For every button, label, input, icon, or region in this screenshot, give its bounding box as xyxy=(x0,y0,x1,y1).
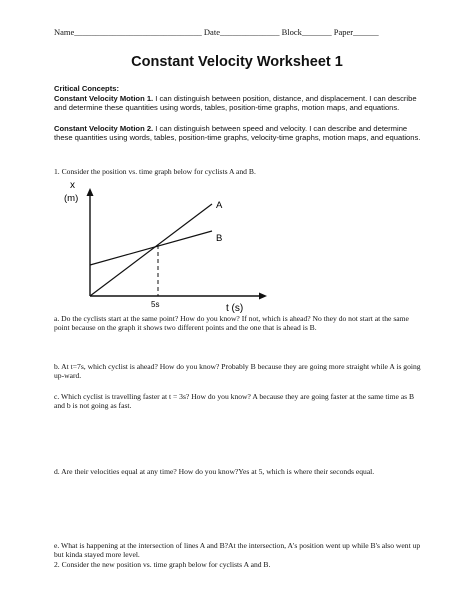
line-a-label: A xyxy=(216,200,223,211)
question-2: 2. Consider the new position vs. time graph below for cyclists A and B. xyxy=(54,560,271,569)
x-axis-label: t (s) xyxy=(226,303,244,314)
concept-motion-2-label: Constant Velocity Motion 2. xyxy=(54,124,154,133)
tick-label-5s: 5s xyxy=(151,300,160,309)
concept-motion-1-label: Constant Velocity Motion 1. xyxy=(54,94,154,103)
line-b-label: B xyxy=(216,233,223,244)
y-axis-arrow xyxy=(87,188,94,196)
concept-motion-2-text: I can distinguish between speed and velocity. I can describe and determine these quantities using words, tables, position-time graphs, velocity-time graphs, motion maps, and equations. xyxy=(54,124,421,143)
answer-e: e. What is happening at the intersection of lines A and B?At the intersection, A's position went up while B's also went up but kinda stayed more level. xyxy=(54,541,421,560)
header-fields: Name______________________________ Date______________ Block_______ Paper______ xyxy=(54,27,379,37)
page-title: Constant Velocity Worksheet 1 xyxy=(131,54,343,70)
answer-d: d. Are their velocities equal at any time? How do you know?Yes at 5, which is where their seconds equal. xyxy=(54,467,375,476)
x-axis-arrow xyxy=(259,293,267,300)
concept-motion-1-text: I can distinguish between position, distance, and displacement. I can describe and determine these quantities using words, tables, position-time graphs, motion maps, and equations. xyxy=(54,94,417,113)
critical-concepts-heading: Critical Concepts: xyxy=(54,84,119,93)
answer-a: a. Do the cyclists start at the same point? How do you know? If not, which is ahead? No they do not start at the same point because on the graph it shows two different points and the one that is ahead is B. xyxy=(54,314,409,333)
line-b xyxy=(90,231,212,265)
answer-c: c. Which cyclist is travelling faster at t = 3s? How do you know? A because they are going faster at the same time as B and b is not going as fast. xyxy=(54,392,415,411)
line-a xyxy=(90,204,212,296)
y-axis-label-unit: (m) xyxy=(64,193,79,204)
answer-b: b. At t=7s, which cyclist is ahead? How do you know? Probably B because they are going more straight while A is going up-ward. xyxy=(54,362,421,381)
question-1: 1. Consider the position vs. time graph below for cyclists A and B. xyxy=(54,167,256,176)
y-axis-label-x: x xyxy=(70,180,75,191)
